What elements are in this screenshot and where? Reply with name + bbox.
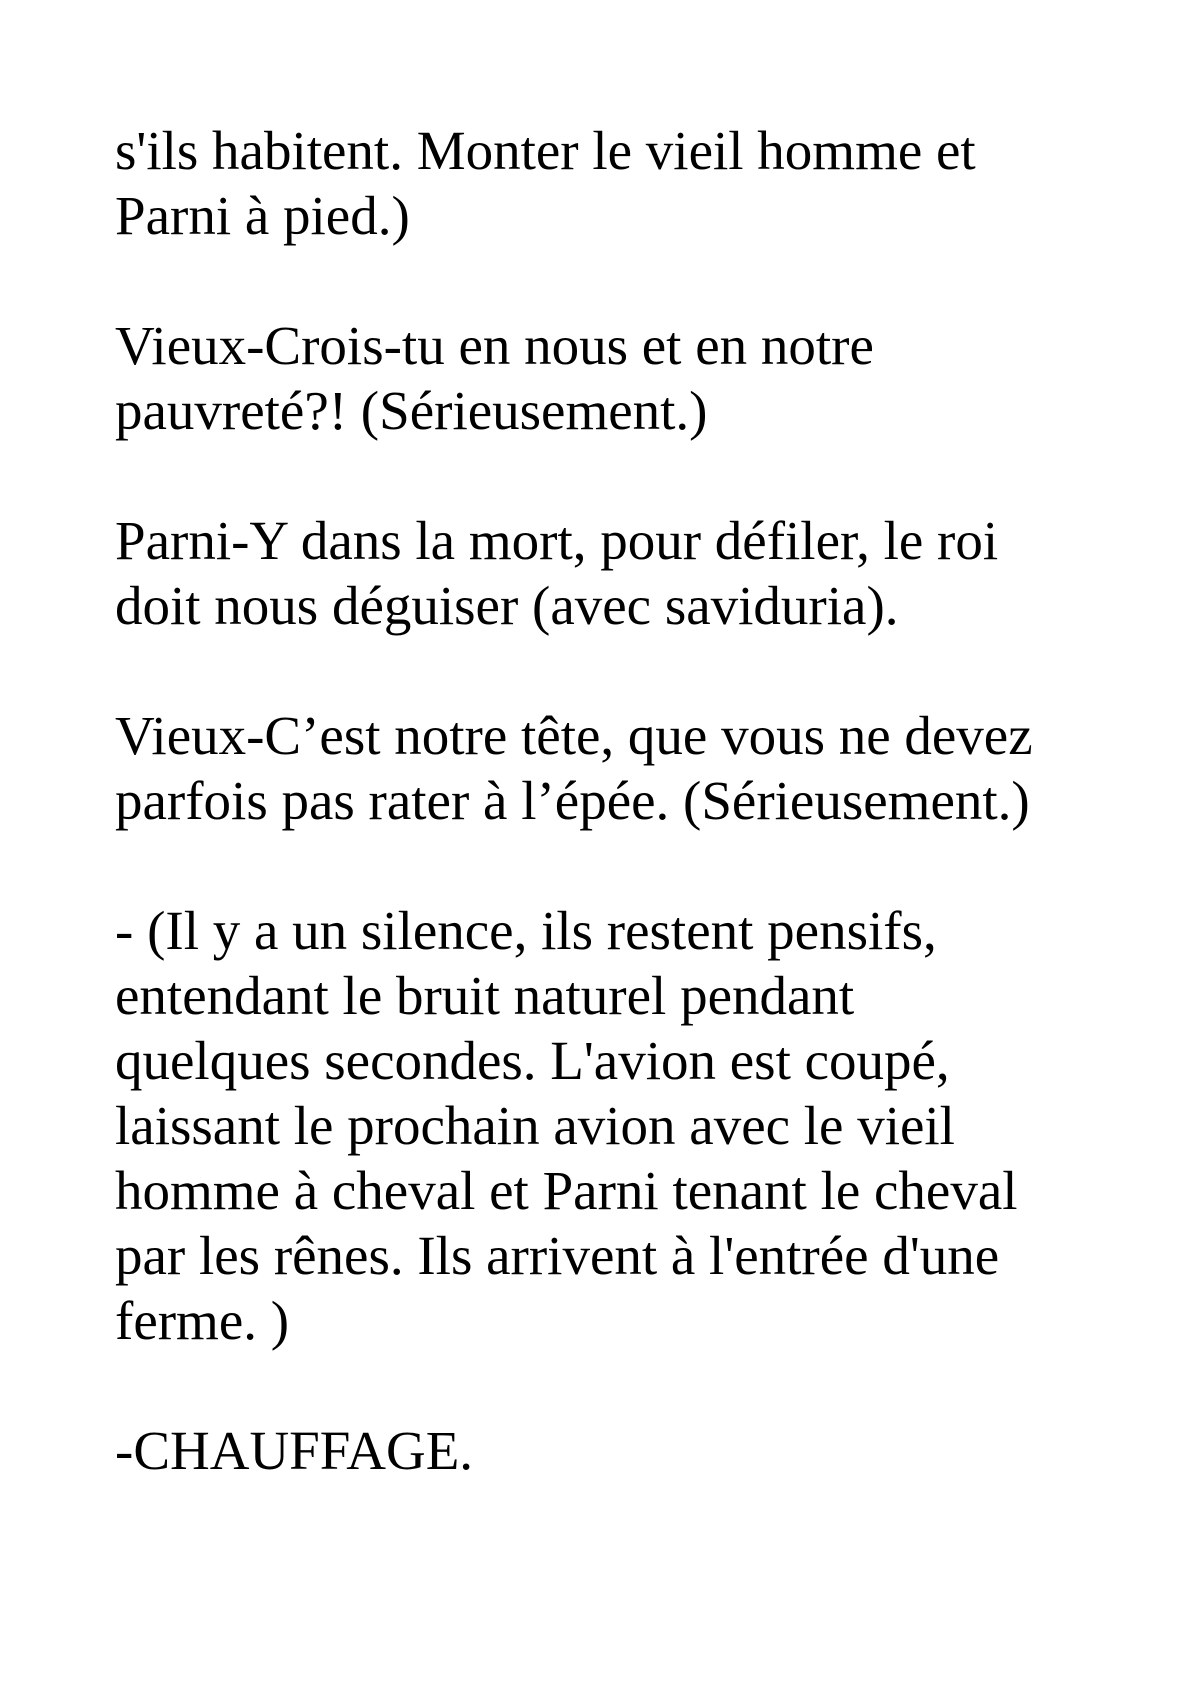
text-line: laissant le prochain avion avec le vieil	[115, 1095, 955, 1156]
text-line: - (Il y a un silence, ils restent pensifs,	[115, 900, 937, 961]
text-line: -CHAUFFAGE.	[115, 1420, 474, 1481]
text-line: entendant le bruit naturel pendant	[115, 965, 855, 1026]
text-line: doit nous déguiser (avec saviduria).	[115, 575, 899, 636]
text-line: parfois pas rater à l’épée. (Sérieusement.)	[115, 770, 1030, 831]
paragraph-5	[115, 898, 1105, 1353]
text-line: par les rênes. Ils arrivent à l'entrée d'une	[115, 1225, 1000, 1286]
text-line: pauvreté?! (Sérieusement.)	[115, 380, 708, 441]
text-line: ferme. )	[115, 1290, 290, 1351]
text-line: Parni à pied.)	[115, 185, 410, 246]
paragraph-4	[115, 703, 1105, 833]
paragraph-2	[115, 313, 1105, 443]
document-body	[115, 118, 1105, 1548]
paragraph-6	[115, 1418, 1105, 1483]
paragraph-1	[115, 118, 1105, 248]
text-line: s'ils habitent. Monter le vieil homme et	[115, 120, 976, 181]
text-line: Parni-Y dans la mort, pour défiler, le roi	[115, 510, 999, 571]
text-line: homme à cheval et Parni tenant le cheval	[115, 1160, 1018, 1221]
text-line: Vieux-Crois-tu en nous et en notre	[115, 315, 874, 376]
paragraph-3	[115, 508, 1105, 638]
text-line: quelques secondes. L'avion est coupé,	[115, 1030, 950, 1091]
text-line: Vieux-C’est notre tête, que vous ne devez	[115, 705, 1033, 766]
